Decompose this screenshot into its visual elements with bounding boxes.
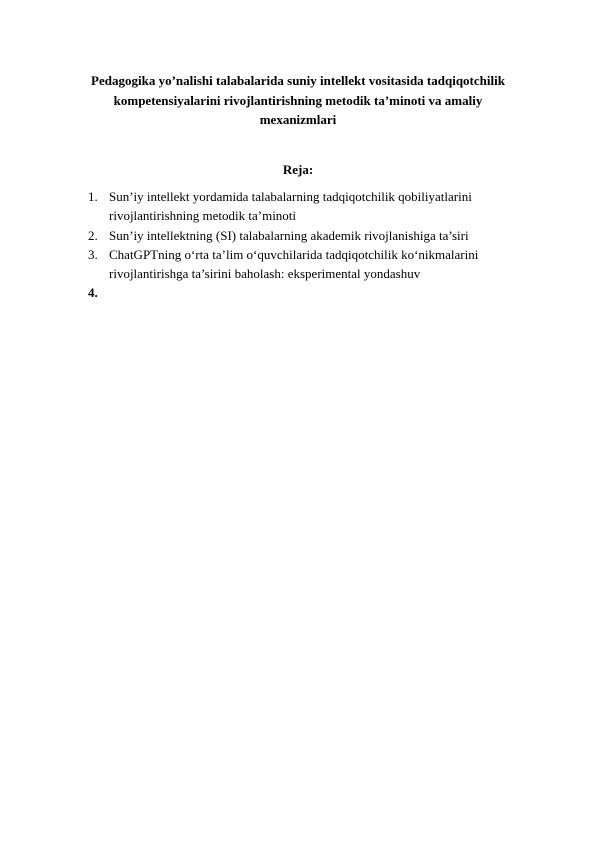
- title-line: kompetensiyalarini rivojlantirishning metodik ta’minoti va amaliy: [113, 92, 483, 108]
- plan-item: [88, 245, 528, 284]
- plan-item-text: ChatGPTning o‘rta ta’lim o‘quvchilarida tadqiqotchilik ko‘nikmalarini: [109, 246, 479, 262]
- plan-item: [88, 283, 528, 302]
- plan-item: [88, 226, 528, 245]
- plan-item-number: 3.: [88, 246, 98, 262]
- title-line: Pedagogika yo’nalishi talabalarida suniy intellekt vositasida tadqiqotchilik: [91, 73, 505, 88]
- plan-heading: Reja:: [282, 162, 314, 177]
- plan-item-number: 4.: [88, 285, 98, 301]
- plan-item-text: rivojlantirishning metodik ta’minoti: [109, 208, 297, 224]
- plan-item-number: 2.: [88, 227, 98, 243]
- plan-item-text: [109, 283, 528, 302]
- plan-item-text: Sun’iy intellektning (SI) talabalarning akademik rivojlanishiga ta’siri: [109, 227, 469, 243]
- plan-item-text: rivojlantirishga ta’sirini baholash: eksperimental yondashuv: [109, 266, 421, 282]
- plan-list: [88, 187, 528, 303]
- plan-item: [88, 187, 528, 226]
- plan-item-number: 1.: [88, 189, 98, 204]
- document-title: [60, 71, 536, 130]
- plan-item-text: Sun’iy intellekt yordamida talabalarning tadqiqotchilik qobiliyatlarini: [109, 189, 472, 204]
- title-line: mexanizmlari: [259, 112, 337, 127]
